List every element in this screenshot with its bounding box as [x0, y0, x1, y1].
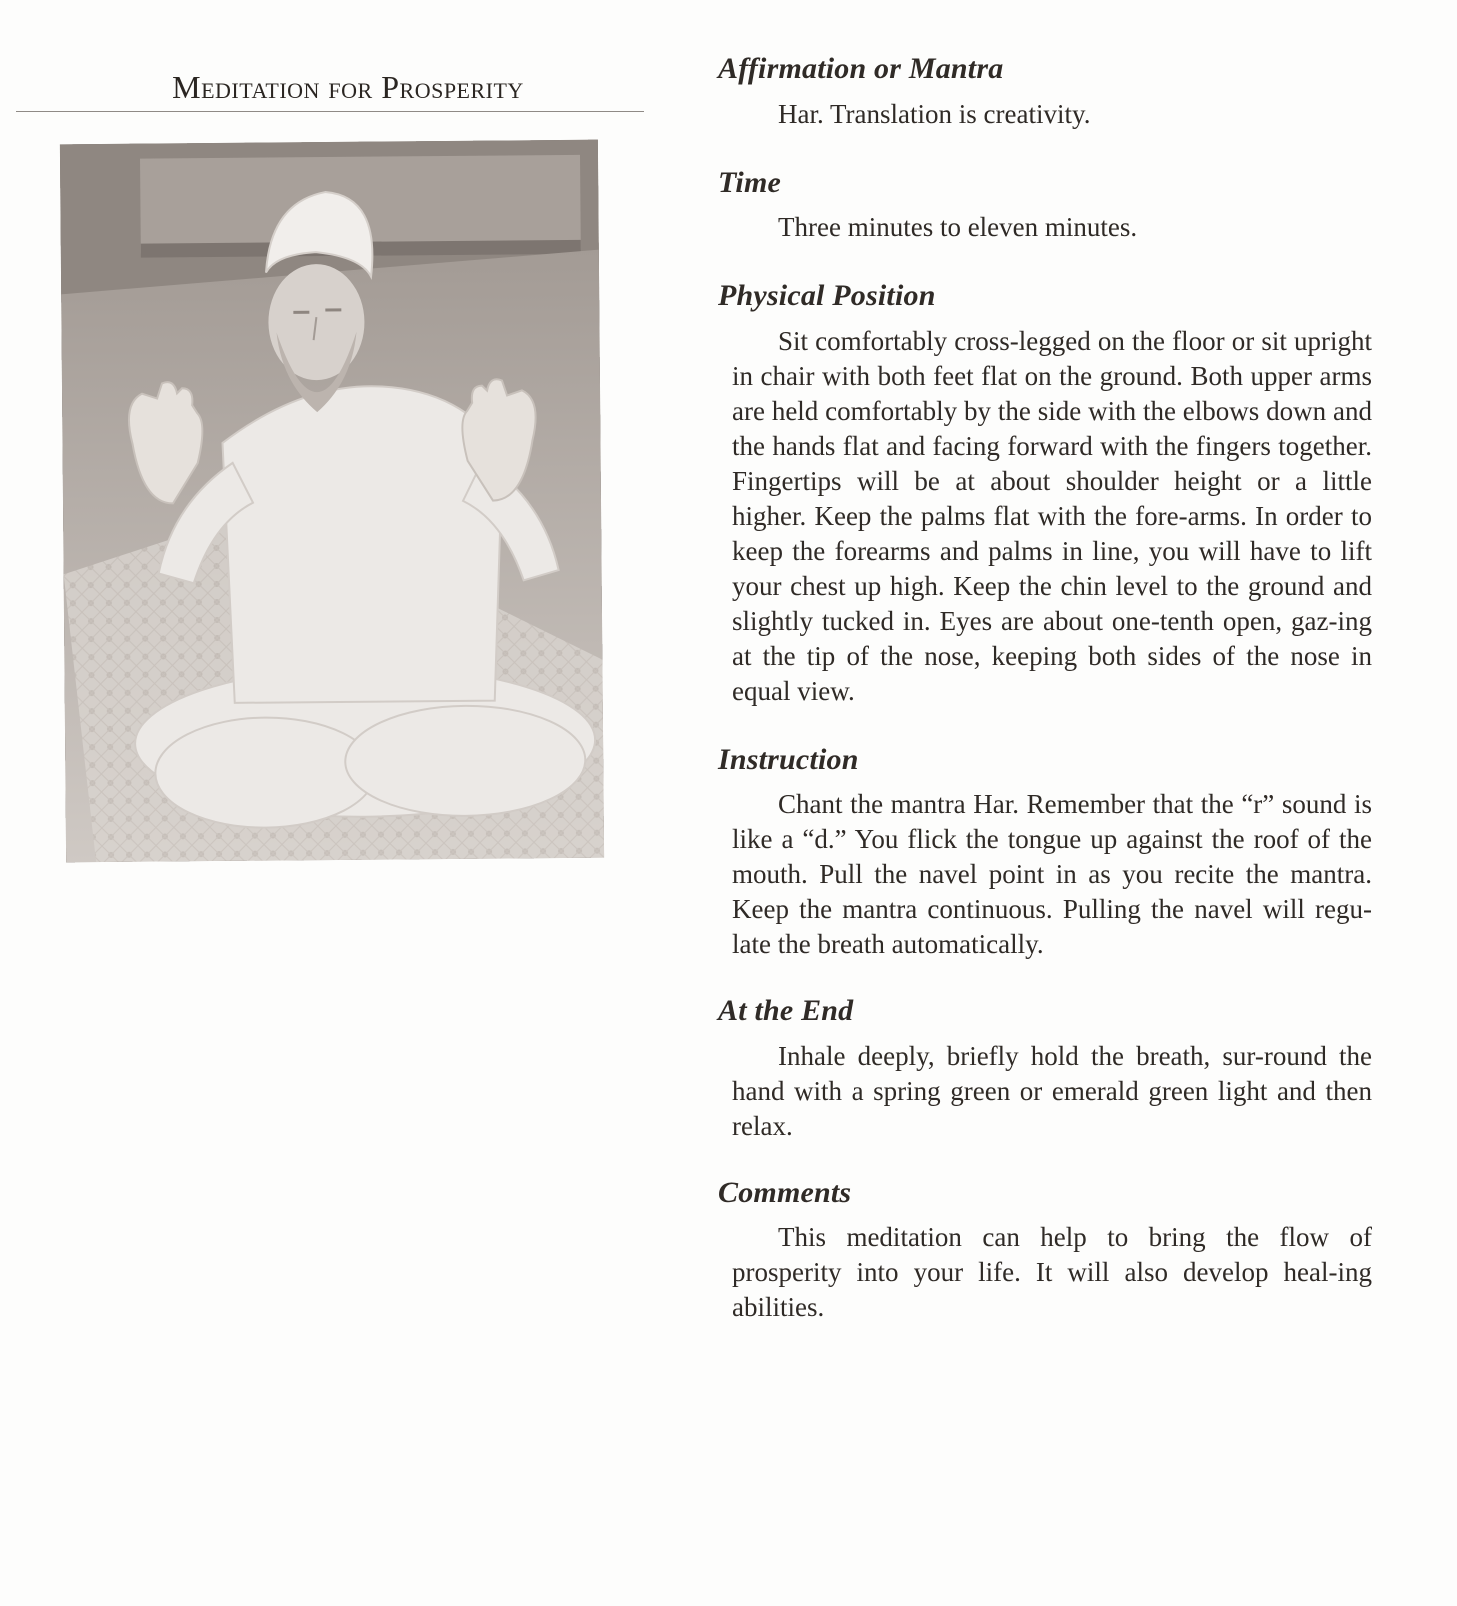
title-rule	[16, 111, 644, 112]
section-body: Three minutes to eleven minutes.	[778, 212, 1138, 242]
section-body: Har. Translation is creativity.	[778, 98, 1091, 129]
person-meditating-photo	[60, 140, 604, 863]
section-time	[718, 165, 1372, 246]
section-at-the-end	[718, 994, 1372, 1144]
section-comments	[718, 1175, 1372, 1326]
left-column	[18, 70, 648, 112]
chapter-title: Meditation for Prosperity	[172, 69, 524, 105]
section-heading: Instruction	[718, 742, 859, 776]
section-heading: At the End	[718, 994, 854, 1027]
section-heading: Physical Position	[718, 279, 936, 312]
section-body: Chant the mantra Har. Remember that the “r” sound is like a “d.” You flick the tongue up against the roof of the mouth. Pull the navel point in as you recite the mantra. Keep the mantra continuous. Pulling the navel will regu-late the breath automatically.	[732, 789, 1372, 959]
right-column	[718, 52, 1372, 1357]
section-heading: Comments	[718, 1175, 852, 1209]
section-body: Sit comfortably cross-legged on the floor or sit upright in chair with both feet flat on the ground. Both upper arms are held comfortably by the side with the elbows down and the hands flat and facing forward with the fingers together. Fingertips will be at about shoulder height or a little higher. Keep the palms flat with the fore-arms. In order to keep the forearms and palms in line, you will have to lift your chest up high. Keep the chin level to the ground and slightly tucked in. Eyes are about one-tenth open, gaz-ing at the tip of the nose, keeping both sides of the nose in equal view.	[732, 325, 1372, 706]
section-heading: Affirmation or Mantra	[718, 52, 1004, 85]
section-instruction	[718, 742, 1372, 963]
section-physical-position	[718, 279, 1372, 709]
section-heading: Time	[718, 165, 781, 199]
section-affirmation	[718, 52, 1372, 132]
section-body: This meditation can help to bring the flow of prosperity into your life. It will also develop heal-ing abilities.	[732, 1222, 1372, 1322]
section-body: Inhale deeply, briefly hold the breath, sur-round the hand with a spring green or emerald green light and then relax.	[732, 1040, 1372, 1141]
